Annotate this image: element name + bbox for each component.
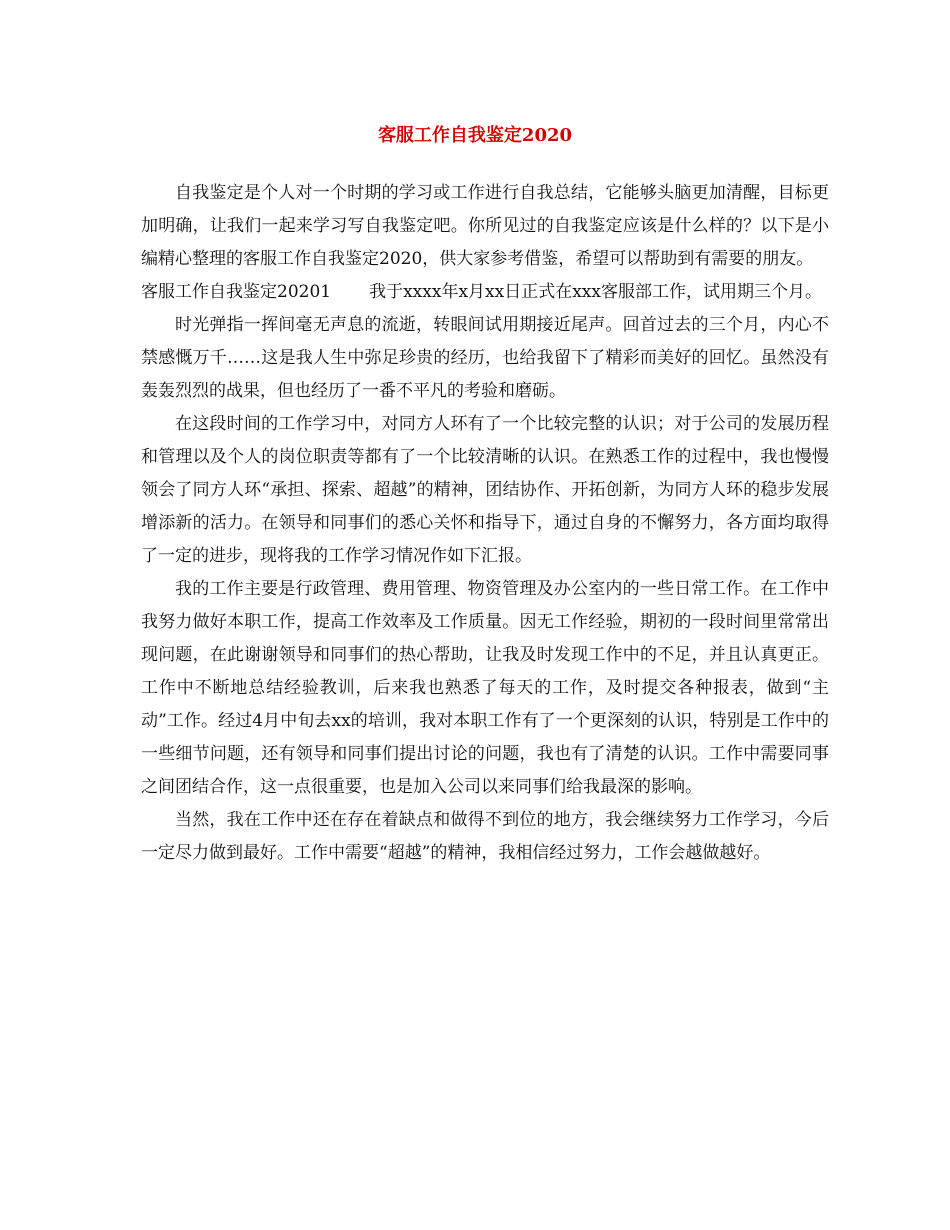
document-body bbox=[141, 177, 829, 870]
section-heading: 客服工作自我鉴定20201 bbox=[141, 282, 332, 302]
body-paragraph-2: 在这段时间的工作学习中，对同方人环有了一个比较完整的认识；对于公司的发展历程和管理以及个人的岗位职责等都有了一个比较清晰的认识。在熟悉工作的过程中，我也慢慢领会了同方人环“承担、探索、超越”的精神，团结协作、开拓创新，为同方人环的稳步发展增添新的活力。在领导和同事们的悉心关怀和指导下，通过自身的不懈努力，各方面均取得了一定的进步，现将我的工作学习情况作如下汇报。 bbox=[141, 414, 829, 566]
section-first-paragraph bbox=[141, 276, 829, 309]
body-paragraph-3: 我的工作主要是行政管理、费用管理、物资管理及办公室内的一些日常工作。在工作中我努力做好本职工作，提高工作效率及工作质量。因无工作经验，期初的一段时间里常常出现问题，在此谢谢领导和同事们的热心帮助，让我及时发现工作中的不足，并且认真更正。工作中不断地总结经验教训，后来我也熟悉了每天的工作，及时提交各种报表，做到“主动”工作。经过4月中旬去xx的培训，我对本职工作有了一个更深刻的认识，特别是工作中的一些细节问题，还有领导和同事们提出讨论的问题，我也有了清楚的认识。工作中需要同事之间团结合作，这一点很重要，也是加入公司以来同事们给我最深的影响。 bbox=[141, 579, 829, 797]
body-paragraph-4: 当然，我在工作中还在存在着缺点和做得不到位的地方，我会继续努力工作学习，今后一定尽力做到最好。工作中需要“超越”的精神，我相信经过努力，工作会越做越好。 bbox=[141, 810, 829, 863]
intro-paragraph: 自我鉴定是个人对一个时期的学习或工作进行自我总结，它能够头脑更加清醒，目标更加明确，让我们一起来学习写自我鉴定吧。你所见过的自我鉴定应该是什么样的？以下是小编精心整理的客服工作自我鉴定2020，供大家参考借鉴，希望可以帮助到有需要的朋友。 bbox=[141, 183, 829, 269]
section-first-line: 我于xxxx年x月xx日正式在xxx客服部工作，试用期三个月。 bbox=[369, 282, 822, 302]
body-paragraph-1: 时光弹指一挥间毫无声息的流逝，转眼间试用期接近尾声。回首过去的三个月，内心不禁感慨万千……这是我人生中弥足珍贵的经历，也给我留下了精彩而美好的回忆。虽然没有轰轰烈烈的战果，但也经历了一番不平凡的考验和磨砺。 bbox=[141, 315, 829, 401]
document-title: 客服工作自我鉴定2020 bbox=[377, 125, 573, 146]
